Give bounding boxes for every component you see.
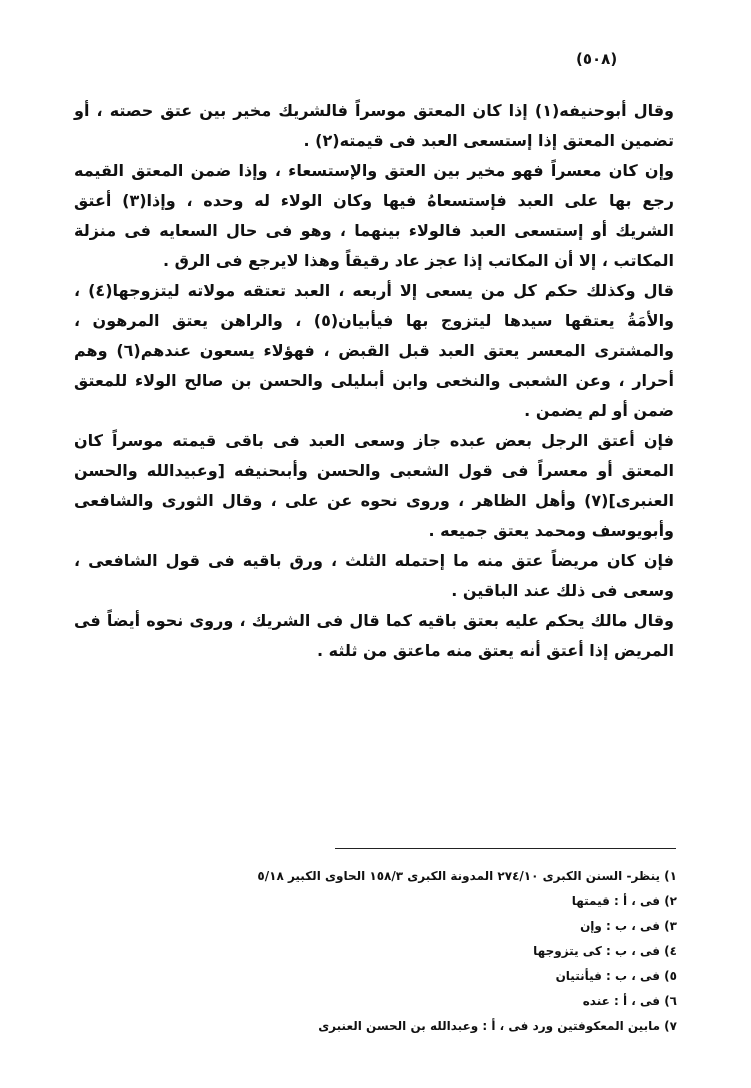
footnote: ٣) فى ، ب : وإن: [580, 919, 677, 933]
paragraph: وإن كان معسراً فهو مخير بين العتق والإستسعاء ، وإذا ضمن المعتق القيمه رجع بها على العبد فإستسعاهُ فيها وكان الولاء له وحده ، وإذا(٣) أعتق الشريك أو إستسعى العبد فالولاء بينهما ، وهو فى حال السعايه فى منزلة المكاتب ، إلا أن المكاتب إذا عجز عاد رقيقاً وهذا لايرجع فى الرق .: [74, 161, 675, 270]
main-text: [74, 96, 674, 666]
footnote: ٢) فى ، أ : قيمتها: [571, 894, 677, 908]
footnote: ٧) مابين المعكوفتين ورد فى ، أ : وعبدالله بن الحسن العنبرى: [318, 1019, 677, 1033]
paragraph: فإن أعتق الرجل بعض عبده جاز وسعى العبد فى باقى قيمته موسراً كان المعتق أو معسراً فى قول الشعبى والحسن وأبىحنيفه [وعبيدالله والحسن العنبرى](٧) وأهل الظاهر ، وروى نحوه عن على ، وقال الثورى والشافعى وأبويوسف ومحمد يعتق جميعه .: [74, 431, 674, 540]
footnote: ٦) فى ، أ : عنده: [582, 994, 677, 1008]
page-number: (٥٠٨): [576, 50, 618, 68]
footnote: ١) ينظر- السنن الكبرى ٢٧٤/١٠ المدونة الكبرى ١٥٨/٣ الحاوى الكبير ٥/١٨: [257, 869, 677, 883]
footnote: ٥) فى ، ب : فيأنتيان: [555, 969, 677, 983]
paragraph: قال وكذلك حكم كل من يسعى إلا أربعه ، العبد تعتقه مولاته ليتزوجها(٤) ، والأمَةُ يعتقها سيدها ليتزوج بها فيأبيان(٥) ، والراهن يعتق المرهون ، والمشترى المعسر يعتق العبد قبل القبض ، فهؤلاء يسعون عندهم(٦) وهم أحرار ، وعن الشعبى والنخعى وابن أبىليلى والحسن بن صالح الولاء للمعتق ضمن أو لم يضمن .: [74, 281, 675, 420]
paragraph: وقال مالك يحكم عليه بعتق باقيه كما قال فى الشريك ، وروى نحوه أيضاً فى المريض إذا أعتق أنه يعتق منه ماعتق من ثلثه .: [74, 611, 674, 660]
footnote-divider: [335, 848, 676, 849]
paragraph: وقال أبوحنيفه(١) إذا كان المعتق موسراً فالشريك مخير بين عتق حصته ، أو تضمين المعتق إذا إستسعى العبد فى قيمته(٢) .: [74, 101, 675, 150]
paragraph: فإن كان مريضاً عتق منه ما إحتمله الثلث ، ورق باقيه فى قول الشافعى ، وسعى فى ذلك عند الباقين .: [74, 551, 674, 600]
footnotes-list: [150, 864, 677, 1039]
footnote: ٤) فى ، ب : كى يتزوجها: [533, 944, 677, 958]
